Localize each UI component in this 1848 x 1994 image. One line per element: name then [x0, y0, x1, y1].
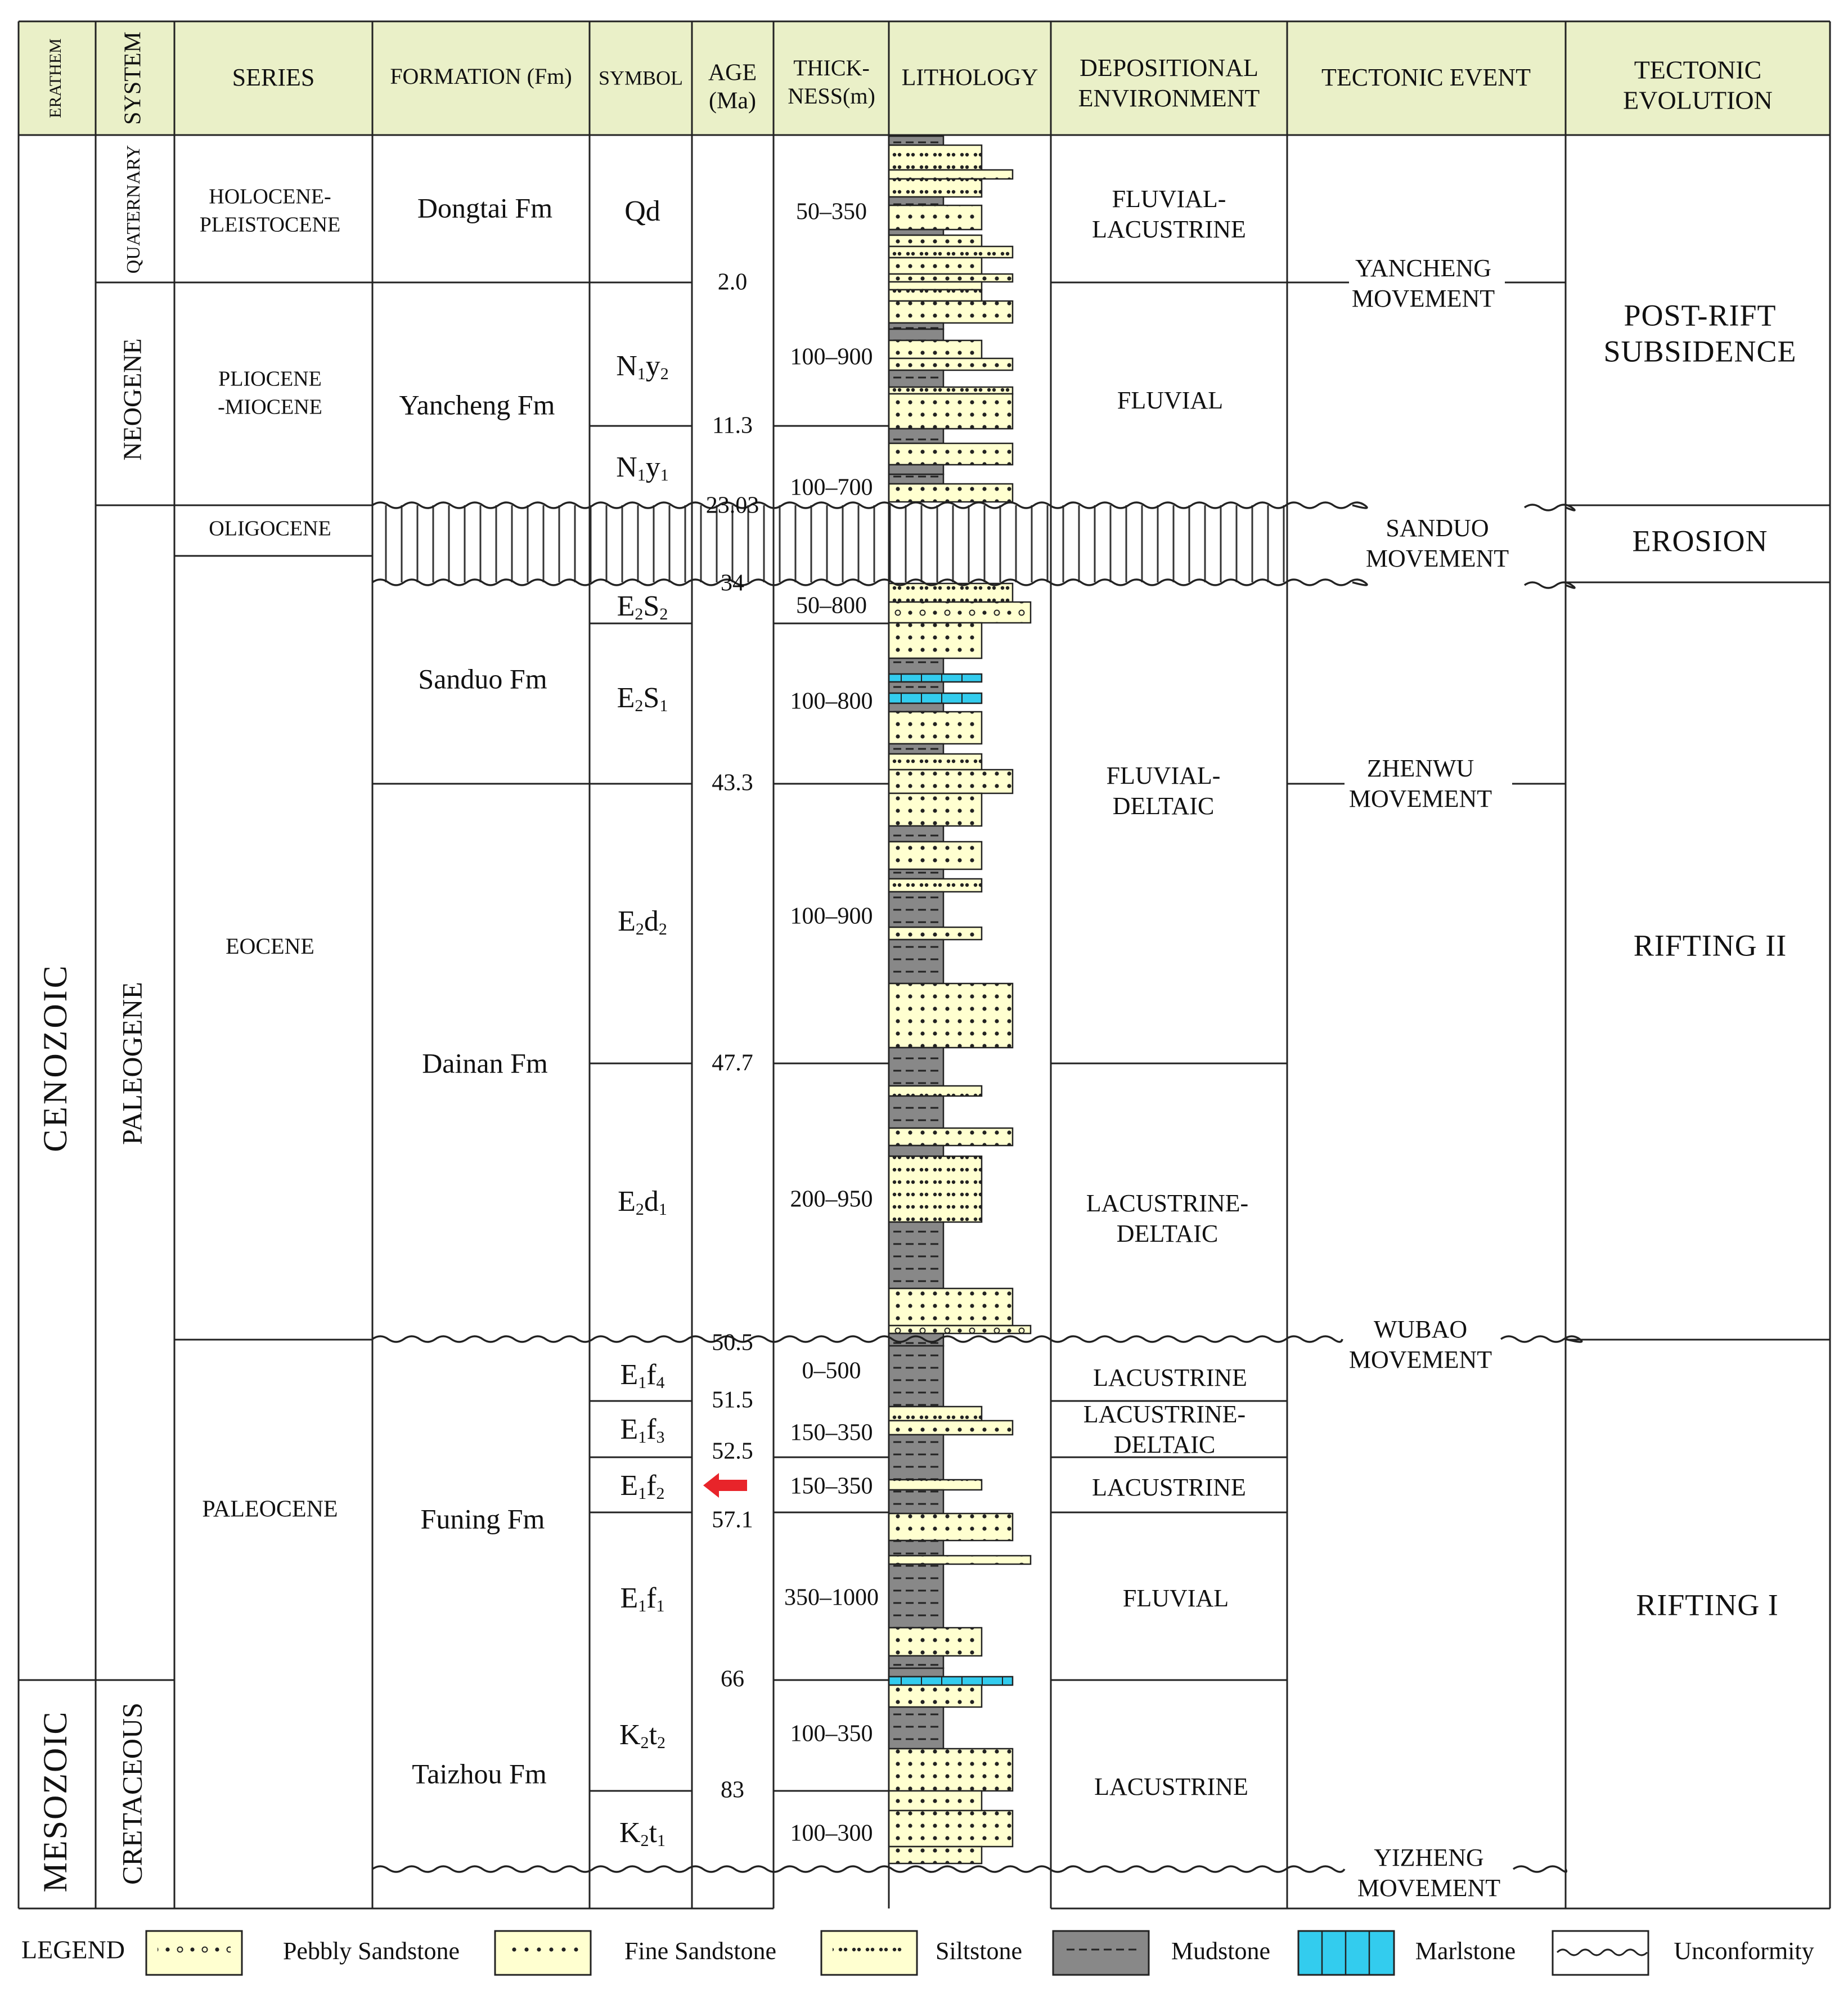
age-label: 52.5 — [712, 1438, 753, 1465]
environment-label: DELTAIC — [1116, 1220, 1218, 1248]
system-cretaceous: CRETACEOUS — [116, 1703, 148, 1885]
age-label: 57.1 — [712, 1507, 753, 1533]
header-tectonic-evolution: EVOLUTION — [1623, 86, 1773, 115]
litho-bed-sand — [889, 1514, 1013, 1541]
header-tectonic-event: TECTONIC EVENT — [1321, 64, 1531, 92]
litho-bed-sand — [889, 274, 1013, 282]
erathem-cenozoic: CENOZOIC — [36, 963, 74, 1152]
tectonic-event-label: YANCHENG — [1355, 254, 1491, 282]
litho-bed-mud — [889, 197, 943, 205]
environment-label: LACUSTRINE — [1094, 1773, 1248, 1801]
age-label: 50.5 — [712, 1330, 753, 1356]
age-label: 66 — [721, 1666, 744, 1692]
litho-bed-silt — [889, 1407, 982, 1421]
age-label: 47.7 — [712, 1050, 753, 1076]
tectonic-evolution-label: EROSION — [1632, 524, 1768, 558]
litho-bed-mud — [889, 465, 943, 474]
environment-label: LACUSTRINE — [1092, 215, 1246, 244]
litho-bed-silt — [889, 290, 982, 301]
legend-label: Marlstone — [1415, 1937, 1516, 1965]
thickness-label: 350–1000 — [784, 1584, 879, 1611]
legend-label: Pebbly Sandstone — [282, 1937, 460, 1965]
symbol-label: $E_1f_3$ — [620, 1413, 665, 1447]
litho-bed-mud — [889, 744, 943, 754]
litho-bed-mud — [889, 940, 943, 983]
symbol-label: $N_1y_1$ — [616, 451, 669, 484]
series-pliocene-miocene: PLIOCENE — [218, 367, 322, 391]
litho-bed-sand — [889, 170, 1013, 179]
litho-bed-silt — [889, 583, 1013, 602]
environment-label: LACUSTRINE- — [1086, 1189, 1249, 1218]
legend-item — [1553, 1931, 1648, 1975]
litho-bed-sand — [889, 1847, 982, 1863]
litho-bed-mud — [889, 1564, 943, 1628]
series-pliocene-miocene: -MIOCENE — [218, 395, 322, 419]
litho-bed-sand — [889, 1811, 1013, 1847]
header-age: (Ma) — [709, 88, 756, 114]
symbol-label: Qd — [624, 195, 660, 227]
litho-bed-sand — [889, 927, 982, 940]
tectonic-event-label: ZHENWU — [1366, 755, 1474, 783]
tectonic-evolution-label: SUBSIDENCE — [1603, 334, 1797, 369]
litho-bed-mud — [889, 869, 943, 879]
age-label: 11.3 — [712, 412, 753, 439]
header-tectonic-evolution: TECTONIC — [1634, 55, 1762, 84]
environment-label: FLUVIAL — [1122, 1584, 1229, 1613]
environment-label: LACUSTRINE — [1093, 1364, 1247, 1392]
litho-bed-mud — [889, 370, 943, 387]
unconformity-yizheng — [372, 1866, 1345, 1872]
litho-bed-sand — [889, 258, 982, 274]
litho-bed-mud — [889, 1146, 943, 1156]
thickness-label: 200–950 — [790, 1186, 873, 1212]
litho-bed-pebbly — [889, 1556, 1031, 1564]
litho-bed-mud — [889, 1048, 943, 1086]
litho-bed-mud — [889, 1656, 943, 1668]
thickness-label: 100–700 — [790, 474, 873, 501]
symbol-label: $N_1y_2$ — [616, 349, 669, 383]
symbol-label: $E_2d_1$ — [618, 1185, 667, 1219]
litho-bed-silt — [889, 754, 982, 770]
red-arrow-icon — [703, 1473, 747, 1498]
thickness-label: 150–350 — [790, 1420, 873, 1446]
unconformity-wubao-right — [1501, 1336, 1582, 1342]
litho-bed-mud — [889, 892, 943, 927]
thickness-label: 100–300 — [790, 1820, 873, 1847]
litho-bed-silt — [889, 387, 1013, 394]
system-quaternary: QUATERNARY — [123, 145, 144, 274]
thickness-label: 50–800 — [796, 592, 867, 619]
litho-bed-pebbly — [889, 602, 1031, 623]
series-paleocene: PALEOCENE — [202, 1496, 338, 1523]
tectonic-evolution-label: RIFTING I — [1636, 1588, 1779, 1622]
erosion-gap-hatch — [372, 505, 1286, 582]
system-neogene: NEOGENE — [118, 338, 147, 461]
series-holocene-pleistocene: HOLOCENE- — [209, 185, 331, 209]
age-label: 43.3 — [712, 770, 753, 796]
litho-bed-sand — [889, 770, 1013, 793]
thickness-label: 50–350 — [796, 199, 867, 225]
formation-label: Dainan Fm — [422, 1047, 548, 1079]
legend-item — [1298, 1931, 1394, 1975]
header-lithology: LITHOLOGY — [901, 65, 1038, 91]
header-symbol: SYMBOL — [598, 66, 684, 89]
litho-bed-mud — [889, 1096, 943, 1128]
symbol-label: $K_2t_1$ — [619, 1816, 666, 1850]
tectonic-evolution-label: RIFTING II — [1633, 928, 1787, 963]
header-depositional-environment: ENVIRONMENT — [1078, 84, 1260, 113]
litho-bed-silt — [889, 246, 1013, 258]
litho-bed-sand — [889, 1749, 1013, 1791]
legend-item — [146, 1931, 242, 1975]
tectonic-event-label: MOVEMENT — [1348, 1346, 1492, 1374]
age-label: 51.5 — [712, 1387, 753, 1413]
litho-bed-mud — [889, 1541, 943, 1556]
litho-bed-mud — [889, 230, 943, 235]
litho-bed-mud — [889, 1435, 943, 1480]
litho-bed-mud — [889, 703, 943, 712]
litho-bed-sand — [889, 1791, 982, 1811]
litho-bed-pebbly — [889, 1326, 1031, 1333]
formation-label: Taizhou Fm — [412, 1758, 547, 1790]
environment-label: DELTAIC — [1113, 1431, 1216, 1459]
legend-label: Siltstone — [935, 1937, 1023, 1965]
litho-bed-sand — [889, 205, 982, 230]
environment-label: FLUVIAL — [1117, 387, 1224, 415]
thickness-label: 150–350 — [790, 1473, 873, 1499]
tectonic-event-label: MOVEMENT — [1348, 785, 1492, 813]
litho-bed-marl — [889, 674, 982, 682]
age-label: 23.03 — [705, 492, 759, 519]
symbol-label: $K_2t_2$ — [619, 1718, 666, 1752]
litho-bed-silt — [889, 1480, 982, 1490]
symbol-label: $E_1f_4$ — [620, 1358, 665, 1392]
litho-bed-silt — [889, 1086, 982, 1096]
unconformity-wubao — [372, 1336, 1342, 1342]
tectonic-event-label: YIZHENG — [1374, 1844, 1484, 1872]
unconformity-sanduo-top-right — [1525, 505, 1575, 510]
thickness-label: 100–350 — [790, 1721, 873, 1747]
age-label: 83 — [721, 1777, 744, 1803]
age-label: 2.0 — [717, 269, 748, 295]
litho-bed-mud — [889, 826, 943, 842]
unconformity-yizheng-right — [1513, 1866, 1566, 1872]
environment-label: LACUSTRINE- — [1083, 1400, 1246, 1429]
tectonic-event-label: MOVEMENT — [1357, 1874, 1501, 1902]
litho-bed-sand — [889, 1421, 1013, 1435]
formation-label: Sanduo Fm — [418, 663, 547, 695]
litho-bed-silt — [889, 879, 982, 892]
header-age: AGE — [708, 60, 757, 86]
litho-bed-silt — [889, 145, 982, 170]
legend-item — [495, 1931, 591, 1975]
age-label: 34 — [721, 570, 744, 596]
litho-bed-mud — [889, 1346, 943, 1407]
litho-bed-sand — [889, 340, 982, 358]
environment-label: FLUVIAL- — [1112, 185, 1226, 213]
litho-bed-marl — [889, 693, 982, 703]
series-eocene: EOCENE — [226, 933, 314, 959]
tectonic-evolution-label: POST-RIFT — [1624, 298, 1777, 333]
litho-bed-mud — [889, 474, 943, 484]
legend-label: Unconformity — [1674, 1937, 1814, 1965]
legend — [21, 1931, 1814, 1975]
legend-item — [821, 1931, 917, 1975]
legend-label: Mudstone — [1171, 1937, 1270, 1965]
litho-bed-mud — [889, 1707, 943, 1749]
litho-bed-sand — [889, 842, 982, 869]
litho-bed-mud — [889, 658, 943, 674]
litho-bed-sand — [889, 1628, 982, 1656]
formation-label: Yancheng Fm — [399, 389, 555, 421]
litho-bed-sand — [889, 282, 982, 290]
litho-bed-sand — [889, 623, 982, 658]
litho-bed-sand — [889, 983, 1013, 1048]
tectonic-event-label: MOVEMENT — [1351, 285, 1495, 313]
tectonic-event-label: SANDUO — [1386, 514, 1489, 542]
litho-bed-sand — [889, 358, 1013, 370]
symbol-label: $E_1f_1$ — [620, 1582, 665, 1615]
litho-bed-silt — [889, 1156, 982, 1222]
litho-bed-sand — [889, 712, 982, 744]
litho-bed-sand — [889, 443, 1013, 465]
litho-bed-sand — [889, 301, 1013, 323]
litho-bed-mud — [889, 1668, 943, 1677]
header-system: SYSTEM — [120, 32, 146, 125]
legend-label: Fine Sandstone — [624, 1937, 777, 1965]
litho-bed-mud — [889, 136, 943, 145]
thickness-label: 100–900 — [790, 903, 873, 929]
header-erathem: ERATHEM — [46, 38, 65, 118]
thickness-label: 100–900 — [790, 344, 873, 370]
litho-bed-sand — [889, 394, 1013, 429]
litho-bed-sand — [889, 484, 1013, 502]
legend-title: LEGEND — [21, 1935, 125, 1964]
legend-item — [1053, 1931, 1149, 1975]
environment-label: LACUSTRINE — [1092, 1474, 1246, 1502]
series-holocene-pleistocene: PLEISTOCENE — [199, 213, 341, 237]
litho-bed-sand — [889, 1685, 982, 1707]
header-formation: FORMATION (Fm) — [390, 64, 572, 89]
litho-bed-mud — [889, 329, 943, 340]
litho-bed-sand — [889, 1128, 1013, 1146]
erathem-mesozoic: MESOZOIC — [36, 1710, 74, 1893]
unconformity-sanduo-base-right — [1525, 582, 1575, 588]
litho-bed-silt — [889, 179, 982, 197]
symbol-label: $E_2S_1$ — [617, 681, 668, 715]
header-thickness: NESS(m) — [788, 83, 875, 109]
header-thickness: THICK- — [793, 55, 870, 81]
litho-bed-marl — [889, 1677, 1013, 1685]
litho-bed-mud — [889, 323, 943, 329]
symbol-label: $E_2S_2$ — [617, 590, 668, 623]
symbol-label: $E_2d_2$ — [618, 905, 667, 938]
litho-bed-mud — [889, 1490, 943, 1514]
environment-label: DELTAIC — [1112, 792, 1215, 820]
formation-label: Dongtai Fm — [417, 192, 553, 224]
thickness-label: 0–500 — [802, 1358, 861, 1384]
thickness-label: 100–800 — [790, 688, 873, 715]
formation-label: Funing Fm — [420, 1503, 545, 1535]
header-depositional-environment: DEPOSITIONAL — [1080, 54, 1258, 82]
tectonic-event-label: WUBAO — [1373, 1315, 1468, 1344]
series-oligocene: OLIGOCENE — [209, 517, 331, 541]
symbol-label: $E_1f_2$ — [620, 1469, 665, 1503]
header-series: SERIES — [232, 64, 315, 92]
lithology-column — [889, 136, 1031, 1868]
system-paleogene: PALEOGENE — [116, 982, 148, 1145]
litho-bed-sand — [889, 1288, 1013, 1326]
litho-bed-mud — [889, 1222, 943, 1288]
litho-bed-mud — [889, 429, 943, 443]
litho-bed-sand — [889, 793, 982, 826]
litho-bed-sand — [889, 235, 982, 246]
tectonic-event-label: MOVEMENT — [1365, 545, 1509, 573]
litho-bed-mud — [889, 682, 943, 693]
environment-label: FLUVIAL- — [1106, 762, 1221, 790]
